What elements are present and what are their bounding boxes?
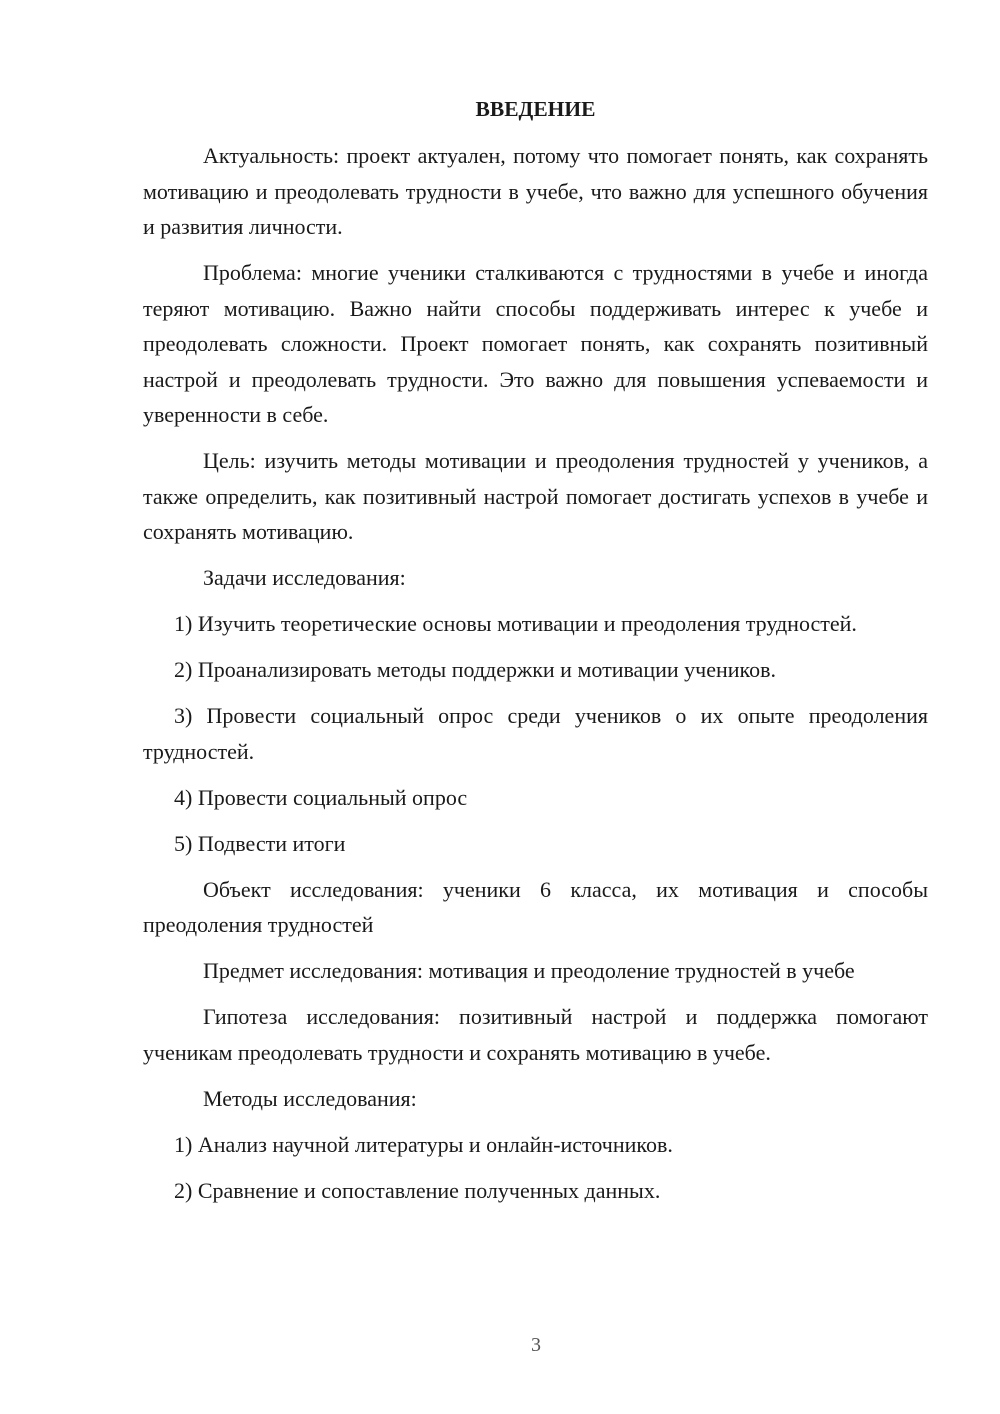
hypothesis-paragraph: Гипотеза исследования: позитивный настрой и поддержка помогают ученикам преодолевать трудности и сохранять мотивацию в учебе. [143, 1004, 928, 1065]
goal-paragraph: Цель: изучить методы мотивации и преодоления трудностей у учеников, а также определить, как позитивный настрой помогает достигать успехов в учебе и сохранять мотивацию. [143, 448, 928, 544]
task-item: 3) Провести социальный опрос среди учеников о их опыте преодоления трудностей. [143, 703, 928, 764]
task-item: 2) Проанализировать методы поддержки и мотивации учеников. [174, 657, 776, 682]
task-item: 5) Подвести итоги [174, 830, 346, 856]
problem-paragraph: Проблема: многие ученики сталкиваются с трудностями в учебе и иногда теряют мотивацию. Важно найти способы поддерживать интерес к учебе и преодолевать сложности. Проект помогает понять, как сохранять позитивный настрой и преодолевать трудности. Это важно для повышения успеваемости и уверенности в себе. [143, 260, 928, 427]
task-item: 4) Провести социальный опрос [174, 784, 468, 810]
page-number: 3 [531, 1334, 541, 1356]
method-item: 1) Анализ научной литературы и онлайн-источников. [174, 1131, 673, 1157]
subject-paragraph: Предмет исследования: мотивация и преодоление трудностей в учебе [203, 958, 855, 983]
method-item: 2) Сравнение и сопоставление полученных данных. [174, 1177, 661, 1203]
object-paragraph: Объект исследования: ученики 6 класса, их мотивация и способы преодоления трудностей [143, 876, 928, 937]
methods-heading: Методы исследования: [203, 1085, 417, 1111]
task-item: 1) Изучить теоретические основы мотивации и преодоления трудностей. [174, 611, 857, 636]
page-content [143, 92, 928, 1219]
relevance-paragraph: Актуальность: проект актуален, потому что помогает понять, как сохранять мотивацию и преодолевать трудности в учебе, что важно для успешного обучения и развития личности. [143, 143, 928, 239]
tasks-heading: Задачи исследования: [203, 565, 406, 590]
page-title: ВВЕДЕНИЕ [475, 97, 596, 121]
